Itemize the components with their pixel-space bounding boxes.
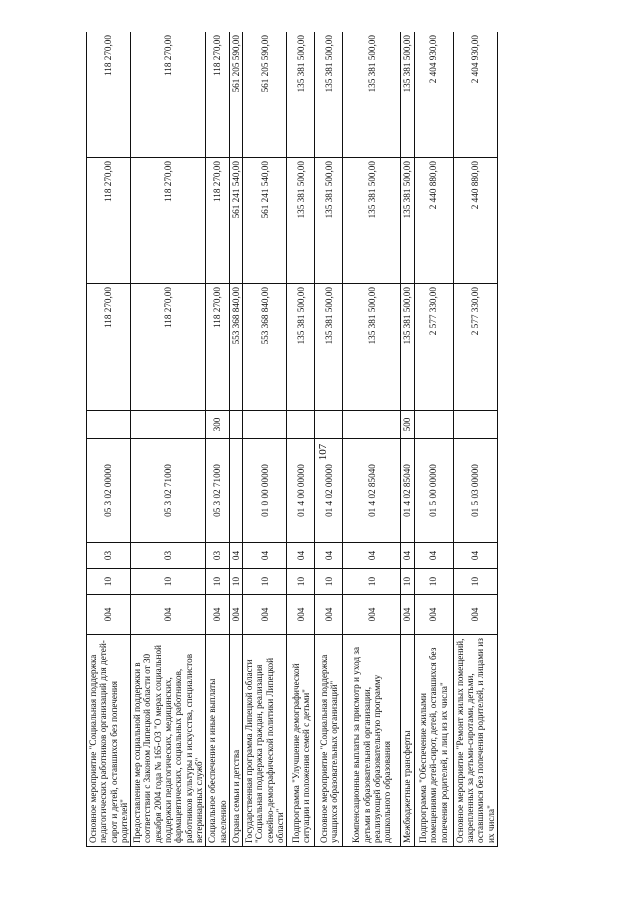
- row-name: Государственная программа Липецкой области "Социальная поддержка граждан, реализация семейно-демографической политики Липецкой области": [243, 635, 287, 847]
- row-subsection: 04: [343, 543, 401, 569]
- row-admin-code: 004: [206, 595, 230, 635]
- row-sum-1: 135 381 500,00: [401, 284, 414, 411]
- row-target-article: 01 4 02 00000: [315, 439, 343, 543]
- row-expense-type: 500: [401, 411, 414, 439]
- row-sum-1: 135 381 500,00: [343, 284, 401, 411]
- row-expense-type: [315, 411, 343, 439]
- row-subsection: 04: [243, 543, 287, 569]
- row-sum-2: 135 381 500,00: [343, 158, 401, 284]
- row-admin-code: 004: [287, 595, 315, 635]
- row-admin-code: 004: [401, 595, 414, 635]
- table-row: [414, 32, 453, 847]
- row-subsection: 04: [287, 543, 315, 569]
- row-admin-code: 004: [243, 595, 287, 635]
- row-section: 10: [401, 569, 414, 595]
- row-name: Охрана семьи и детства: [229, 635, 242, 847]
- row-sum-3: 118 270,00: [131, 32, 206, 158]
- row-sum-2: 118 270,00: [131, 158, 206, 284]
- row-sum-3: 135 381 500,00: [287, 32, 315, 158]
- row-subsection: 04: [401, 543, 414, 569]
- row-name: Основное мероприятие "Социальная поддержка педагогических работников организаций для детей-сирот и детей, оставшихся без попечения родителей": [87, 635, 131, 847]
- row-section: 10: [414, 569, 453, 595]
- row-admin-code: 004: [453, 595, 497, 635]
- row-section: 10: [229, 569, 242, 595]
- row-subsection: 03: [131, 543, 206, 569]
- row-name: Подпрограмма "Улучшение демографической ситуации и положения семей с детьми": [287, 635, 315, 847]
- rotated-table-frame: [86, 32, 566, 847]
- row-sum-2: 561 241 540,00: [229, 158, 242, 284]
- row-subsection: 04: [315, 543, 343, 569]
- row-sum-2: 561 241 540,00: [243, 158, 287, 284]
- row-expense-type: [287, 411, 315, 439]
- row-target-article: 01 5 00 00000: [414, 439, 453, 543]
- row-admin-code: 004: [343, 595, 401, 635]
- row-sum-2: 135 381 500,00: [401, 158, 414, 284]
- table-row: [131, 32, 206, 847]
- row-sum-1: 118 270,00: [131, 284, 206, 411]
- row-admin-code: 004: [131, 595, 206, 635]
- row-subsection: 04: [229, 543, 242, 569]
- row-target-article: 05 3 02 71000: [206, 439, 230, 543]
- table-row: [87, 32, 131, 847]
- row-target-article: 05 3 02 00000: [87, 439, 131, 543]
- row-sum-3: 135 381 500,00: [343, 32, 401, 158]
- row-sum-1: 2 577 330,00: [414, 284, 453, 411]
- row-expense-type: 300: [206, 411, 230, 439]
- row-sum-2: 135 381 500,00: [287, 158, 315, 284]
- row-section: 10: [343, 569, 401, 595]
- row-sum-1: 2 577 330,00: [453, 284, 497, 411]
- row-sum-3: 118 270,00: [87, 32, 131, 158]
- row-expense-type: [414, 411, 453, 439]
- row-name: Компенсационные выплаты за присмотр и уход за детьми в образовательной организации, реализующей образовательную программу дошкольного образования: [343, 635, 401, 847]
- row-sum-2: 2 440 880,00: [414, 158, 453, 284]
- row-sum-2: 118 270,00: [206, 158, 230, 284]
- row-sum-1: 553 368 840,00: [229, 284, 242, 411]
- row-sum-3: 2 404 930,00: [414, 32, 453, 158]
- row-sum-1: 118 270,00: [87, 284, 131, 411]
- row-admin-code: 004: [414, 595, 453, 635]
- row-expense-type: [343, 411, 401, 439]
- row-target-article: 01 4 02 85040: [401, 439, 414, 543]
- row-sum-1: 553 368 840,00: [243, 284, 287, 411]
- row-sum-3: 135 381 500,00: [401, 32, 414, 158]
- row-admin-code: 004: [315, 595, 343, 635]
- table-row: [343, 32, 401, 847]
- row-sum-2: 2 440 880,00: [453, 158, 497, 284]
- page-number: 107: [317, 443, 329, 461]
- row-sum-2: 135 381 500,00: [315, 158, 343, 284]
- row-subsection: 03: [87, 543, 131, 569]
- row-section: 10: [87, 569, 131, 595]
- row-sum-1: 135 381 500,00: [287, 284, 315, 411]
- row-sum-3: 135 381 500,00: [315, 32, 343, 158]
- table-container: [86, 32, 566, 847]
- row-admin-code: 004: [229, 595, 242, 635]
- row-sum-2: 118 270,00: [87, 158, 131, 284]
- row-expense-type: [131, 411, 206, 439]
- row-subsection: 03: [206, 543, 230, 569]
- row-sum-3: 561 205 590,00: [229, 32, 242, 158]
- row-expense-type: [243, 411, 287, 439]
- row-target-article: [229, 439, 242, 543]
- row-section: 10: [243, 569, 287, 595]
- table-row: [287, 32, 315, 847]
- table-row: [401, 32, 414, 847]
- table-row: [206, 32, 230, 847]
- row-name: Предоставление мер социальной поддержки в соответствии с Законом Липецкой области от 30 декабря 2004 года № 165-ОЗ "О мерах социальной поддержки педагогических, медицинских, фармацевтических, социальных работников, работников культуры и искусства, специалистов ветеринарных служб": [131, 635, 206, 847]
- row-admin-code: 004: [87, 595, 131, 635]
- row-target-article: 01 0 00 00000: [243, 439, 287, 543]
- row-subsection: 04: [453, 543, 497, 569]
- row-name: Социальное обеспечение и иные выплаты населению: [206, 635, 230, 847]
- row-sum-1: 118 270,00: [206, 284, 230, 411]
- row-target-article: 01 4 02 85040: [343, 439, 401, 543]
- table-row: [453, 32, 497, 847]
- row-name: Подпрограмма "Обеспечение жилыми помещениями детей-сирот, детей, оставшихся без попечения родителей, и лиц из их числа": [414, 635, 453, 847]
- row-sum-3: 2 404 930,00: [453, 32, 497, 158]
- row-name: Межбюджетные трансферты: [401, 635, 414, 847]
- table-row: [315, 32, 343, 847]
- row-section: 10: [453, 569, 497, 595]
- table-row: [243, 32, 287, 847]
- row-expense-type: [453, 411, 497, 439]
- row-section: 10: [287, 569, 315, 595]
- row-expense-type: [87, 411, 131, 439]
- row-target-article: 01 5 03 00000: [453, 439, 497, 543]
- row-section: 10: [315, 569, 343, 595]
- row-section: 10: [206, 569, 230, 595]
- budget-table: [86, 32, 498, 847]
- row-target-article: 05 3 02 71000: [131, 439, 206, 543]
- row-expense-type: [229, 411, 242, 439]
- row-sum-3: 118 270,00: [206, 32, 230, 158]
- row-sum-1: 135 381 500,00: [315, 284, 343, 411]
- row-name: Основное мероприятие "Социальная поддержка учащихся образовательных организаций": [315, 635, 343, 847]
- row-section: 10: [131, 569, 206, 595]
- table-row: [229, 32, 242, 847]
- row-name: Основное мероприятие "Ремонт жилых помещений, закрепленных за детьми-сиротами, детьми, оставшимися без попечения родителей, и лицами из их числа": [453, 635, 497, 847]
- row-sum-3: 561 205 590,00: [243, 32, 287, 158]
- row-target-article: 01 4 00 00000: [287, 439, 315, 543]
- row-subsection: 04: [414, 543, 453, 569]
